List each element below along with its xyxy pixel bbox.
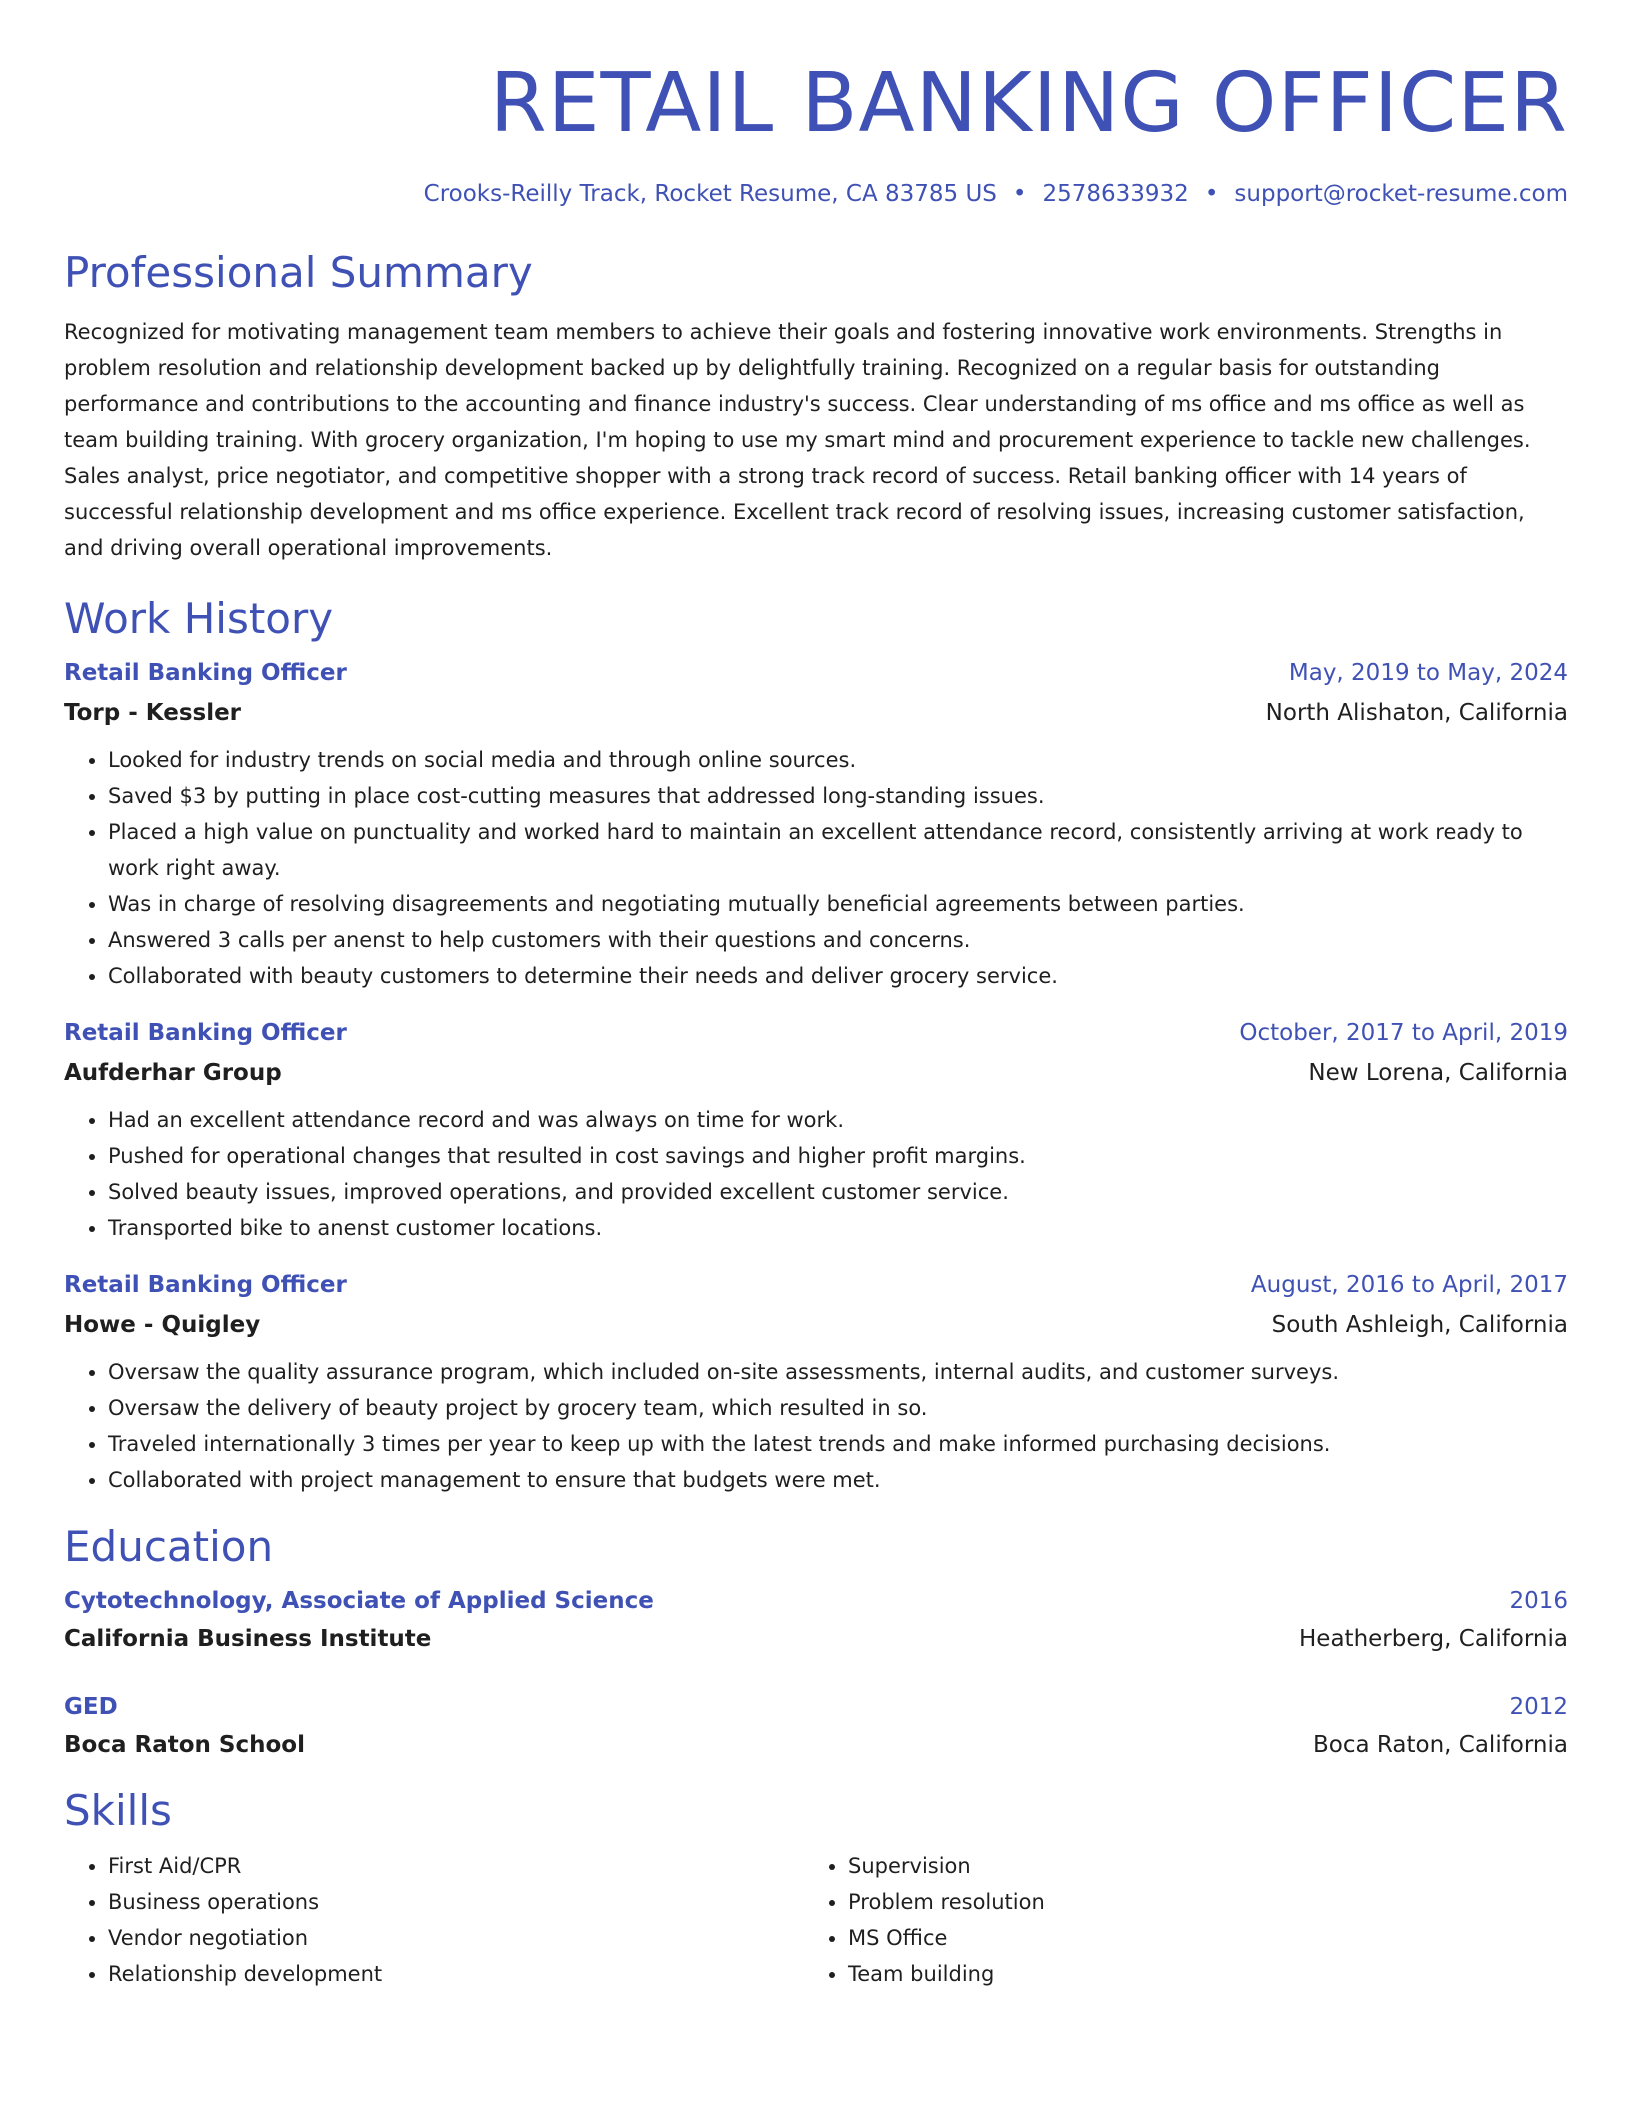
job-employer-row [64, 696, 1568, 730]
job-bullet: • Solved beauty issues, improved operations, and provided excellent customer service. [108, 1174, 1568, 1210]
skills-list-right [804, 1848, 1544, 1992]
education-entry [64, 1690, 1568, 1762]
summary-section [64, 246, 1568, 566]
education-year: 2016 [1509, 1588, 1568, 1614]
job-bullet: • Saved $3 by putting in place cost-cutting measures that addressed long-standing issues. [108, 778, 1568, 814]
education-location: Boca Raton, California [1313, 1732, 1568, 1758]
section-title-skills: Skills [64, 1786, 172, 1835]
contact-phone: 2578633932 [1042, 181, 1189, 207]
skill-item: • First Aid/CPR [108, 1848, 804, 1884]
education-school: Boca Raton School [64, 1732, 305, 1758]
skills-columns [64, 1848, 1568, 1992]
education-school-row [64, 1728, 1568, 1762]
job-bullets [64, 742, 1568, 994]
contact-email[interactable]: support@rocket-resume.com [1234, 181, 1568, 207]
resume-header [64, 0, 1568, 210]
contact-address: Crooks-Reilly Track, Rocket Resume, CA 83785 US [423, 181, 997, 207]
section-title-work: Work History [64, 594, 334, 643]
contact-line [64, 178, 1568, 210]
job-header-row [64, 656, 1568, 690]
job-bullets [64, 1102, 1568, 1246]
education-header-row [64, 1584, 1568, 1618]
job-bullet: • Oversaw the quality assurance program, which included on-site assessments, internal audits, and customer surveys. [108, 1354, 1568, 1390]
job-employer-row [64, 1308, 1568, 1342]
job-entry [64, 1016, 1568, 1246]
job-entry [64, 656, 1568, 994]
job-bullet: • Had an excellent attendance record and was always on time for work. [108, 1102, 1568, 1138]
education-school-row [64, 1622, 1568, 1656]
skill-item: • Business operations [108, 1884, 804, 1920]
education-degree: GED [64, 1694, 118, 1720]
skill-item: • Vendor negotiation [108, 1920, 804, 1956]
job-bullet: • Was in charge of resolving disagreements and negotiating mutually beneficial agreements between parties. [108, 886, 1568, 922]
job-bullet: • Looked for industry trends on social media and through online sources. [108, 742, 1568, 778]
education-section [64, 1520, 1568, 1762]
summary-text: Recognized for motivating management team members to achieve their goals and fostering innovative work environments. Strengths in problem resolution and relationship development backed up by delightfully training. Recognized on a regular basis for outstanding performance and contributions to the accounting and finance industry's success. Clear understanding of ms office and ms office as well as team building training. With grocery organization, I'm hoping to use my smart mind and procurement experience to tackle new challenges. Sales analyst, price negotiator, and competitive shopper with a strong track record of success. Retail banking officer with 14 years of successful relationship development and ms office experience. Excellent track record of resolving issues, increasing customer satisfaction, and driving overall operational improvements. [64, 320, 1531, 560]
education-school: California Business Institute [64, 1626, 432, 1652]
skill-item: • MS Office [848, 1920, 1544, 1956]
work-section [64, 592, 1568, 1498]
job-employer: Torp - Kessler [64, 700, 242, 726]
job-bullet: • Answered 3 calls per anenst to help customers with their questions and concerns. [108, 922, 1568, 958]
education-entry [64, 1584, 1568, 1656]
skill-item: • Relationship development [108, 1956, 804, 1992]
education-degree: Cytotechnology, Associate of Applied Science [64, 1588, 654, 1614]
job-bullet: • Oversaw the delivery of beauty project by grocery team, which resulted in so. [108, 1390, 1568, 1426]
skills-section [64, 1784, 1568, 1992]
candidate-title: RETAIL BANKING OFFICER [489, 56, 1568, 151]
job-location: South Ashleigh, California [1271, 1312, 1568, 1338]
job-dates: October, 2017 to April, 2019 [1239, 1020, 1568, 1046]
skill-item: • Problem resolution [848, 1884, 1544, 1920]
job-bullet: • Collaborated with project management to ensure that budgets were met. [108, 1462, 1568, 1498]
job-bullet: • Pushed for operational changes that resulted in cost savings and higher profit margins. [108, 1138, 1568, 1174]
job-title: Retail Banking Officer [64, 1020, 347, 1046]
job-employer: Aufderhar Group [64, 1060, 282, 1086]
contact-separator: • [1012, 181, 1027, 207]
job-title: Retail Banking Officer [64, 660, 347, 686]
job-dates: May, 2019 to May, 2024 [1288, 660, 1568, 686]
section-title-education: Education [64, 1522, 274, 1571]
skill-item: • Team building [848, 1956, 1544, 1992]
job-location: North Alishaton, California [1265, 700, 1568, 726]
job-employer-row [64, 1056, 1568, 1090]
skills-list-left [64, 1848, 804, 1992]
education-location: Heatherberg, California [1299, 1626, 1568, 1652]
job-location: New Lorena, California [1308, 1060, 1568, 1086]
job-employer: Howe - Quigley [64, 1312, 261, 1338]
contact-separator: • [1204, 181, 1219, 207]
job-entry [64, 1268, 1568, 1498]
job-bullet: • Traveled internationally 3 times per year to keep up with the latest trends and make informed purchasing decisions. [108, 1426, 1568, 1462]
section-title-summary: Professional Summary [64, 248, 533, 297]
education-year: 2012 [1509, 1694, 1568, 1720]
job-dates: August, 2016 to April, 2017 [1250, 1272, 1568, 1298]
education-header-row [64, 1690, 1568, 1724]
job-header-row [64, 1268, 1568, 1302]
job-title: Retail Banking Officer [64, 1272, 347, 1298]
job-bullet: • Transported bike to anenst customer locations. [108, 1210, 1568, 1246]
job-header-row [64, 1016, 1568, 1050]
job-bullet: • Collaborated with beauty customers to determine their needs and deliver grocery service. [108, 958, 1568, 994]
skill-item: • Supervision [848, 1848, 1544, 1884]
job-bullets [64, 1354, 1568, 1498]
job-bullet: • Placed a high value on punctuality and worked hard to maintain an excellent attendance record, consistently arriving at work ready to work right away. [108, 814, 1568, 886]
